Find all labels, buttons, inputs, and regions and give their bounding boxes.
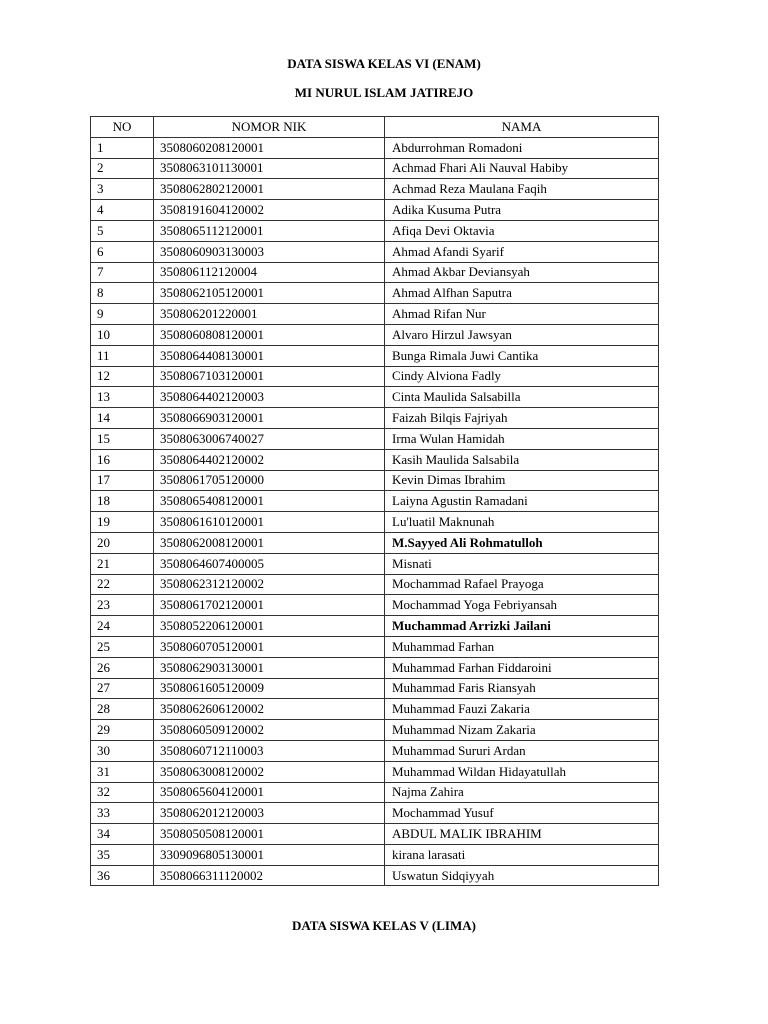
table-row xyxy=(91,616,659,637)
cell-name: Abdurrohman Romadoni xyxy=(385,137,659,158)
table-row xyxy=(91,532,659,553)
cell-no: 36 xyxy=(91,865,154,886)
cell-name: Laiyna Agustin Ramadani xyxy=(385,491,659,512)
cell-no: 26 xyxy=(91,657,154,678)
cell-name: Mochammad Rafael Prayoga xyxy=(385,574,659,595)
cell-name: Muchammad Arrizki Jailani xyxy=(385,616,659,637)
cell-nik: 3508065112120001 xyxy=(154,220,385,241)
cell-name: Muhammad Wildan Hidayatullah xyxy=(385,761,659,782)
cell-nik: 3508063008120002 xyxy=(154,761,385,782)
cell-name: Afiqa Devi Oktavia xyxy=(385,220,659,241)
cell-name: Irma Wulan Hamidah xyxy=(385,428,659,449)
table-row xyxy=(91,428,659,449)
cell-name: Kasih Maulida Salsabila xyxy=(385,449,659,470)
cell-name: Ahmad Akbar Deviansyah xyxy=(385,262,659,283)
cell-no: 1 xyxy=(91,137,154,158)
cell-no: 7 xyxy=(91,262,154,283)
cell-name: Najma Zahira xyxy=(385,782,659,803)
table-row xyxy=(91,408,659,429)
cell-name: Achmad Fhari Ali Nauval Habiby xyxy=(385,158,659,179)
cell-nik: 3508191604120002 xyxy=(154,200,385,221)
cell-nik: 3508060808120001 xyxy=(154,324,385,345)
table-row xyxy=(91,366,659,387)
cell-nik: 350806201220001 xyxy=(154,304,385,325)
cell-nik: 3508062012120003 xyxy=(154,803,385,824)
table-row xyxy=(91,137,659,158)
table-row xyxy=(91,595,659,616)
cell-name: Mochammad Yoga Febriyansah xyxy=(385,595,659,616)
cell-no: 21 xyxy=(91,553,154,574)
cell-nik: 3508064402120003 xyxy=(154,387,385,408)
cell-name: Alvaro Hirzul Jawsyan xyxy=(385,324,659,345)
cell-name: Ahmad Rifan Nur xyxy=(385,304,659,325)
student-table xyxy=(90,116,659,886)
table-row xyxy=(91,345,659,366)
cell-no: 4 xyxy=(91,200,154,221)
cell-no: 10 xyxy=(91,324,154,345)
table-row xyxy=(91,699,659,720)
cell-nik: 3508065408120001 xyxy=(154,491,385,512)
header-no: NO xyxy=(91,117,154,138)
table-row xyxy=(91,865,659,886)
table-row xyxy=(91,657,659,678)
cell-name: Ahmad Afandi Syarif xyxy=(385,241,659,262)
cell-name: Faizah Bilqis Fajriyah xyxy=(385,408,659,429)
cell-no: 24 xyxy=(91,616,154,637)
cell-nik: 3508060705120001 xyxy=(154,636,385,657)
cell-nik: 3508062312120002 xyxy=(154,574,385,595)
cell-nik: 3508060208120001 xyxy=(154,137,385,158)
cell-nik: 3508062606120002 xyxy=(154,699,385,720)
table-row xyxy=(91,574,659,595)
cell-name: Misnati xyxy=(385,553,659,574)
cell-name: Mochammad Yusuf xyxy=(385,803,659,824)
cell-name: Lu'luatil Maknunah xyxy=(385,512,659,533)
cell-name: Cindy Alviona Fadly xyxy=(385,366,659,387)
cell-name: kirana larasati xyxy=(385,844,659,865)
cell-nik: 3508064408130001 xyxy=(154,345,385,366)
cell-name: Kevin Dimas Ibrahim xyxy=(385,470,659,491)
cell-name: Ahmad Alfhan Saputra xyxy=(385,283,659,304)
cell-nik: 3508060712110003 xyxy=(154,740,385,761)
cell-no: 35 xyxy=(91,844,154,865)
table-header-row xyxy=(91,117,659,138)
cell-name: M.Sayyed Ali Rohmatulloh xyxy=(385,532,659,553)
header-name: NAMA xyxy=(385,117,659,138)
cell-no: 20 xyxy=(91,532,154,553)
cell-nik: 3508062008120001 xyxy=(154,532,385,553)
header-nik: NOMOR NIK xyxy=(154,117,385,138)
table-row xyxy=(91,241,659,262)
table-row xyxy=(91,324,659,345)
cell-no: 25 xyxy=(91,636,154,657)
cell-no: 18 xyxy=(91,491,154,512)
cell-nik: 3508066903120001 xyxy=(154,408,385,429)
table-row xyxy=(91,512,659,533)
cell-name: Muhammad Fauzi Zakaria xyxy=(385,699,659,720)
table-row xyxy=(91,740,659,761)
table-row xyxy=(91,449,659,470)
cell-no: 14 xyxy=(91,408,154,429)
cell-no: 3 xyxy=(91,179,154,200)
table-row xyxy=(91,283,659,304)
cell-no: 19 xyxy=(91,512,154,533)
cell-no: 22 xyxy=(91,574,154,595)
cell-no: 15 xyxy=(91,428,154,449)
table-row xyxy=(91,678,659,699)
table-row xyxy=(91,304,659,325)
cell-nik: 3508066311120002 xyxy=(154,865,385,886)
table-row xyxy=(91,844,659,865)
table-row xyxy=(91,761,659,782)
title-kelas-vi: DATA SISWA KELAS VI (ENAM) xyxy=(287,56,481,71)
cell-no: 9 xyxy=(91,304,154,325)
table-row xyxy=(91,262,659,283)
cell-no: 2 xyxy=(91,158,154,179)
cell-nik: 3508061605120009 xyxy=(154,678,385,699)
cell-no: 33 xyxy=(91,803,154,824)
cell-nik: 3508060903130003 xyxy=(154,241,385,262)
cell-nik: 3508052206120001 xyxy=(154,616,385,637)
cell-no: 6 xyxy=(91,241,154,262)
cell-nik: 3508061702120001 xyxy=(154,595,385,616)
table-row xyxy=(91,387,659,408)
school-name: MI NURUL ISLAM JATIREJO xyxy=(294,85,474,100)
cell-no: 28 xyxy=(91,699,154,720)
cell-nik: 3508067103120001 xyxy=(154,366,385,387)
cell-no: 29 xyxy=(91,720,154,741)
table-row xyxy=(91,553,659,574)
cell-no: 17 xyxy=(91,470,154,491)
table-row xyxy=(91,200,659,221)
cell-no: 30 xyxy=(91,740,154,761)
table-row xyxy=(91,491,659,512)
table-row xyxy=(91,179,659,200)
cell-name: Muhammad Nizam Zakaria xyxy=(385,720,659,741)
cell-name: Muhammad Farhan Fiddaroini xyxy=(385,657,659,678)
cell-nik: 3508065604120001 xyxy=(154,782,385,803)
title-kelas-v: DATA SISWA KELAS V (LIMA) xyxy=(292,918,476,933)
table-row xyxy=(91,824,659,845)
table-row xyxy=(91,220,659,241)
cell-no: 16 xyxy=(91,449,154,470)
cell-nik: 350806112120004 xyxy=(154,262,385,283)
cell-nik: 3309096805130001 xyxy=(154,844,385,865)
cell-nik: 3508063101130001 xyxy=(154,158,385,179)
cell-nik: 3508064607400005 xyxy=(154,553,385,574)
table-row xyxy=(91,636,659,657)
cell-nik: 3508050508120001 xyxy=(154,824,385,845)
cell-no: 34 xyxy=(91,824,154,845)
table-row xyxy=(91,782,659,803)
cell-nik: 3508062105120001 xyxy=(154,283,385,304)
cell-no: 31 xyxy=(91,761,154,782)
cell-no: 23 xyxy=(91,595,154,616)
cell-nik: 3508064402120002 xyxy=(154,449,385,470)
cell-name: ABDUL MALIK IBRAHIM xyxy=(385,824,659,845)
table-row xyxy=(91,720,659,741)
cell-name: Uswatun Sidqiyyah xyxy=(385,865,659,886)
cell-no: 27 xyxy=(91,678,154,699)
cell-no: 12 xyxy=(91,366,154,387)
cell-nik: 3508061610120001 xyxy=(154,512,385,533)
cell-nik: 3508063006740027 xyxy=(154,428,385,449)
cell-no: 8 xyxy=(91,283,154,304)
cell-no: 32 xyxy=(91,782,154,803)
cell-name: Adika Kusuma Putra xyxy=(385,200,659,221)
cell-name: Bunga Rimala Juwi Cantika xyxy=(385,345,659,366)
cell-no: 13 xyxy=(91,387,154,408)
cell-name: Muhammad Farhan xyxy=(385,636,659,657)
cell-nik: 3508062802120001 xyxy=(154,179,385,200)
cell-name: Achmad Reza Maulana Faqih xyxy=(385,179,659,200)
table-row xyxy=(91,158,659,179)
table-row xyxy=(91,470,659,491)
cell-name: Muhammad Faris Riansyah xyxy=(385,678,659,699)
cell-no: 5 xyxy=(91,220,154,241)
cell-name: Muhammad Sururi Ardan xyxy=(385,740,659,761)
cell-no: 11 xyxy=(91,345,154,366)
table-row xyxy=(91,803,659,824)
cell-nik: 3508062903130001 xyxy=(154,657,385,678)
cell-name: Cinta Maulida Salsabilla xyxy=(385,387,659,408)
cell-nik: 3508061705120000 xyxy=(154,470,385,491)
cell-nik: 3508060509120002 xyxy=(154,720,385,741)
